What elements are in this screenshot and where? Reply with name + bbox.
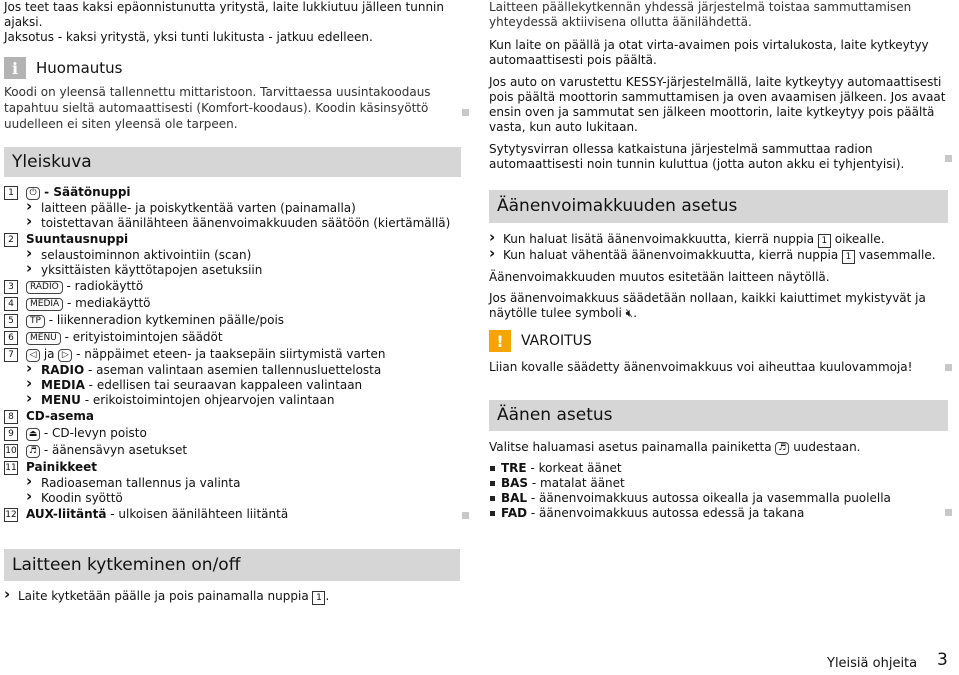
item-number: 7: [4, 348, 18, 362]
footer-label: Yleisiä ohjeita: [827, 656, 918, 671]
tp-key-icon: TP: [26, 315, 45, 328]
sub-item: [4, 393, 464, 408]
sound-icon: ♬: [26, 445, 40, 458]
item-number: 10: [5, 446, 17, 456]
sub-item: › laitteen päälle- ja poiskytkentää varten (painamalla): [4, 201, 464, 216]
item-number: 2: [4, 233, 18, 247]
right-para-4: Sytytysvirran ollessa katkaistuna järjestelmä sammuttaa radion automaattisesti noin tunnin kuluttua (jotta auton akku ei tyhjentyisi).: [489, 142, 905, 171]
item-number: 1: [312, 591, 325, 605]
end-marker-icon: [945, 155, 952, 162]
item-label: Painikkeet: [26, 460, 97, 474]
item-label: - mediakäyttö: [63, 296, 151, 310]
list-item: [489, 491, 954, 506]
warning-header: [489, 330, 592, 352]
setting-text: - matalat äänet: [528, 476, 625, 490]
overview-list: [4, 184, 464, 523]
page-number: 3: [937, 650, 948, 670]
onoff-title: Laitteen kytkeminen on/off: [12, 554, 241, 575]
tone-intro-text: Valitse haluamasi asetus painamalla painiketta: [489, 440, 776, 454]
volume-heading: [489, 190, 948, 223]
overview-item-3: [4, 278, 464, 295]
overview-item-1: [4, 184, 464, 201]
setting-text: - korkeat äänet: [526, 461, 622, 475]
end-marker-icon: [945, 364, 952, 371]
sound-icon: ♬: [775, 442, 789, 455]
right-para-3: Jos auto on varustettu KESSY-järjestelmällä, laite kytkeytyy automaattisesti pois päältä moottorin sammuttamisen ja oven avaamisen jälkeen. Jos avaat ensin oven ja sammutat sen jälkeen moottorin, laite kytkeytyy pois päältä vasta, kun auto lukitaan.: [489, 75, 946, 134]
tone-list: [489, 461, 954, 521]
item-number: 1: [4, 186, 18, 200]
note-title: Huomautus: [36, 58, 123, 77]
item-number: 12: [5, 510, 17, 520]
list-item: [489, 476, 954, 491]
media-key-icon: MEDIA: [26, 298, 63, 311]
warning-title: VAROITUS: [521, 332, 592, 349]
volume-up-text: Kun haluat lisätä äänenvoimakkuutta, kierrä nuppia: [503, 232, 818, 246]
setting-key: BAS: [501, 476, 529, 490]
item-number: 1: [842, 250, 855, 264]
onoff-text-end: .: [325, 589, 330, 603]
overview-item-10: [4, 442, 464, 459]
sub-item: › yksittäisten käyttötapojen asetuksiin: [4, 263, 464, 278]
sub-item-text: - edellisen tai seuraavan kappaleen valintaan: [84, 378, 363, 392]
overview-item-4: [4, 295, 464, 312]
radio-key-icon: RADIO: [26, 281, 63, 294]
overview-item-6: [4, 329, 464, 346]
overview-heading: [4, 147, 461, 177]
overview-item-11: [4, 459, 464, 476]
item-label: Suuntausnuppi: [26, 232, 129, 246]
next-key-icon: ▷: [58, 349, 72, 362]
left-column: [4, 0, 464, 603]
intro-line-1: Jos teet taas kaksi epäonnistunutta yritystä, laite lukkiutuu jälleen tunnin ajaksi.: [4, 0, 444, 29]
item-label-rest: - ulkoisen äänilähteen liitäntä: [106, 507, 289, 521]
overview-item-5: [4, 312, 464, 329]
setting-text: - äänenvoimakkuus autossa edessä ja takana: [527, 506, 805, 520]
onoff-heading: [4, 549, 460, 581]
end-marker-icon: [462, 512, 469, 519]
previous-key-icon: ◁: [26, 349, 40, 362]
note-header: [4, 56, 464, 80]
setting-key: BAL: [501, 491, 528, 505]
item-label: - näppäimet eteen- ja taaksepäin siirtymistä varten: [72, 347, 386, 361]
tone-section: [489, 440, 954, 521]
item-label: - äänensävyn asetukset: [40, 443, 188, 457]
item-number: 8: [4, 410, 18, 424]
overview-title: Yleiskuva: [12, 151, 92, 172]
sub-item-key: MENU: [41, 393, 81, 407]
onoff-text-start: Laite kytketään päälle ja pois painamalla nuppia: [18, 589, 313, 603]
sub-item: › Radioaseman tallennus ja valinta: [4, 476, 464, 491]
volume-down-line: [489, 248, 954, 264]
volume-up-direction: oikealle.: [830, 232, 885, 246]
right-para-2: Kun laite on päällä ja otat virta-avaimen pois virtalukosta, laite kytkeytyy automaattisesti pois päältä.: [489, 38, 929, 67]
right-para-1: Laitteen päällekytkennän yhdessä järjestelmä toistaa sammuttamisen yhteydessä aktiivisena ollutta äänilähdettä.: [489, 0, 912, 29]
sub-item: [4, 363, 464, 378]
sub-item: › selaustoiminnon aktivointiin (scan): [4, 248, 464, 263]
sub-item-key: RADIO: [41, 363, 85, 377]
item-number: 11: [5, 463, 17, 473]
right-column: [489, 0, 954, 520]
item-label: - liikenneradion kytkeminen päälle/pois: [44, 313, 285, 327]
volume-down-direction: vasemmalle.: [855, 248, 936, 262]
item-number: 5: [4, 314, 18, 328]
sub-item-text: - erikoistoimintojen ohjearvojen valintaan: [80, 393, 335, 407]
item-label: - erityistoimintojen säädöt: [60, 330, 223, 344]
volume-down-text: Kun haluat vähentää äänenvoimakkuutta, kierrä nuppia: [503, 248, 843, 262]
overview-item-8: [4, 408, 464, 425]
sub-item: › Koodin syöttö: [4, 491, 464, 506]
info-icon: i: [4, 57, 26, 79]
setting-key: TRE: [501, 461, 527, 475]
list-item: [489, 506, 954, 521]
volume-para-2: Jos äänenvoimakkuus säädetään nollaan, kaikki kaiuttimet mykistyvät ja näytölle tulee symboli 🔇︎.: [489, 291, 926, 320]
item-label: - Säätönuppi: [40, 185, 131, 199]
sub-item: [4, 378, 464, 393]
sub-item: › toistettavan äänilähteen äänenvoimakkuuden säätöön (kiertämällä): [4, 216, 464, 231]
overview-item-12: [4, 506, 464, 523]
warning-text: Liian kovalle säädetty äänenvoimakkuus voi aiheuttaa kuulovammoja!: [489, 360, 913, 374]
item-number: 1: [818, 234, 831, 248]
menu-key-icon: MENU: [26, 332, 61, 345]
note-text: Koodi on yleensä tallennettu mittaristoon. Tarvittaessa uusintakoodaus tapahtuu sieltä automaattisesti (Komfort-koodaus). Koodin käsinsyöttö uudelleen ei siten yleensä ole tarpeen.: [4, 85, 431, 131]
overview-item-7: [4, 346, 464, 363]
item-label: CD-asema: [26, 409, 94, 423]
setting-text: - äänenvoimakkuus autossa oikealla ja vasemmalla puolella: [527, 491, 891, 505]
item-number: 4: [4, 297, 18, 311]
item-number: 6: [4, 331, 18, 345]
power-knob-icon: ⏻: [26, 187, 40, 200]
item-label: - radiokäyttö: [62, 279, 144, 293]
intro-line-2: Jaksotus - kaksi yritystä, yksi tunti lukitusta - jatkuu edelleen.: [4, 30, 373, 44]
tone-intro-end: uudestaan.: [789, 440, 861, 454]
item-label: AUX-liitäntä: [26, 507, 107, 521]
overview-item-9: [4, 425, 464, 442]
overview-item-2: [4, 231, 464, 248]
item-connector: ja: [40, 347, 59, 361]
tone-heading: [489, 400, 948, 431]
end-marker-icon: [945, 509, 952, 516]
setting-key: FAD: [501, 506, 528, 520]
warning-icon: !: [489, 330, 511, 352]
tone-title: Äänen asetus: [497, 405, 613, 425]
list-item: [489, 461, 954, 476]
sub-item-key: MEDIA: [41, 378, 85, 392]
end-marker-icon: [462, 109, 469, 116]
sub-item-text: - aseman valintaan asemien tallennusluettelosta: [84, 363, 382, 377]
item-number: 9: [4, 427, 18, 441]
volume-up-line: [489, 232, 954, 248]
volume-para-1: Äänenvoimakkuuden muutos esitetään laitteen näytöllä.: [489, 270, 830, 284]
item-label: - CD-levyn poisto: [40, 426, 147, 440]
volume-title: Äänenvoimakkuuden asetus: [497, 196, 738, 216]
volume-section: [489, 232, 954, 321]
tone-intro: [489, 440, 954, 455]
onoff-text: [4, 589, 478, 605]
eject-icon: ⏏: [26, 428, 40, 441]
item-number: 3: [4, 280, 18, 294]
